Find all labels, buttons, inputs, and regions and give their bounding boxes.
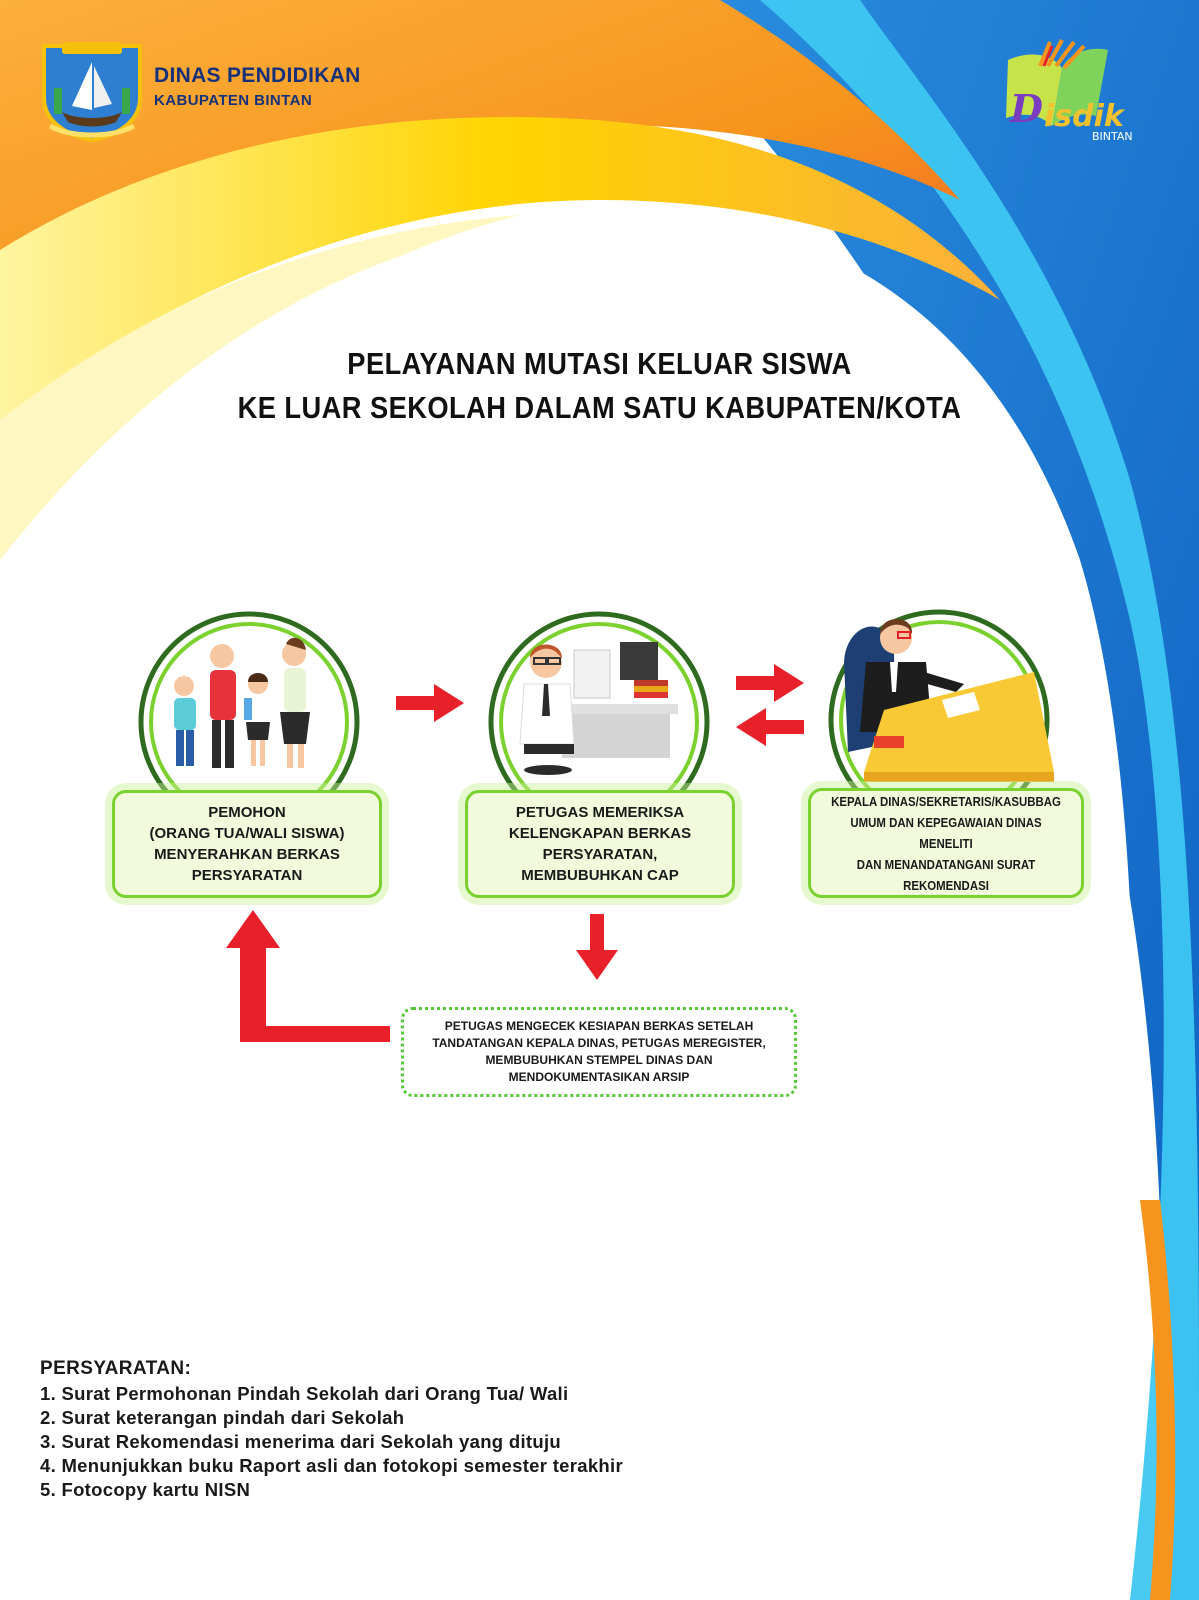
svg-text:D: D xyxy=(1010,86,1043,131)
step-applicant-box xyxy=(112,790,382,898)
step-officer-archive-box xyxy=(401,1007,797,1097)
requirement-item: 5. Fotocopy kartu NISN xyxy=(40,1479,251,1500)
step-officer-check-box xyxy=(465,790,735,898)
head-of-office-illustration xyxy=(824,602,1054,792)
svg-text:isdik: isdik xyxy=(1044,99,1124,134)
requirements-title: PERSYARATAN: xyxy=(40,1358,192,1379)
requirement-item: 4. Menunjukkan buku Raport asli dan fotokopi semester terakhir xyxy=(40,1455,623,1476)
family-illustration xyxy=(134,604,364,794)
organization-block xyxy=(154,64,361,109)
step-head-sign-box xyxy=(808,788,1084,898)
requirement-item: 2. Surat keterangan pindah dari Sekolah xyxy=(40,1407,405,1428)
bintan-emblem-logo xyxy=(36,40,148,144)
requirement-item: 3. Surat Rekomendasi menerima dari Sekolah yang dituju xyxy=(40,1431,561,1452)
title-line-2: KE LUAR SEKOLAH DALAM SATU KABUPATEN/KOTA xyxy=(237,390,962,425)
step-applicant-text: PEMOHON (ORANG TUA/WALI SISWA) MENYERAHKAN BERKAS PERSYARATAN xyxy=(149,804,345,884)
requirement-item: 1. Surat Permohonan Pindah Sekolah dari Orang Tua/ Wali xyxy=(40,1383,569,1404)
step-officer-check-text: PETUGAS MEMERIKSA KELENGKAPAN BERKAS PERSYARATAN, MEMBUBUHKAN CAP xyxy=(508,804,692,884)
step-head-sign-text: KEPALA DINAS/SEKRETARIS/KASUBBAG UMUM DAN KEPEGAWAIAN DINAS MENELITI DAN MENANDATANGANI SURAT REKOMENDASI xyxy=(831,793,1061,893)
step-officer-archive-text: PETUGAS MENGECEK KESIAPAN BERKAS SETELAH TANDATANGAN KEPALA DINAS, PETUGAS MEREGISTER, MEMBUBUHKAN STEMPEL DINAS DAN MENDOKUMENTASIKAN ARSIP xyxy=(432,1019,766,1084)
title-line-1: PELAYANAN MUTASI KELUAR SISWA xyxy=(347,346,852,381)
organization-subtitle: KABUPATEN BINTAN xyxy=(154,92,313,109)
poster-title xyxy=(0,342,1199,430)
svg-text:BINTAN: BINTAN xyxy=(1092,130,1133,143)
requirements-list xyxy=(40,1358,623,1502)
officer-checking-illustration xyxy=(484,604,714,794)
organization-name: DINAS PENDIDIKAN xyxy=(154,64,361,87)
disdik-brand-logo xyxy=(1000,36,1150,146)
